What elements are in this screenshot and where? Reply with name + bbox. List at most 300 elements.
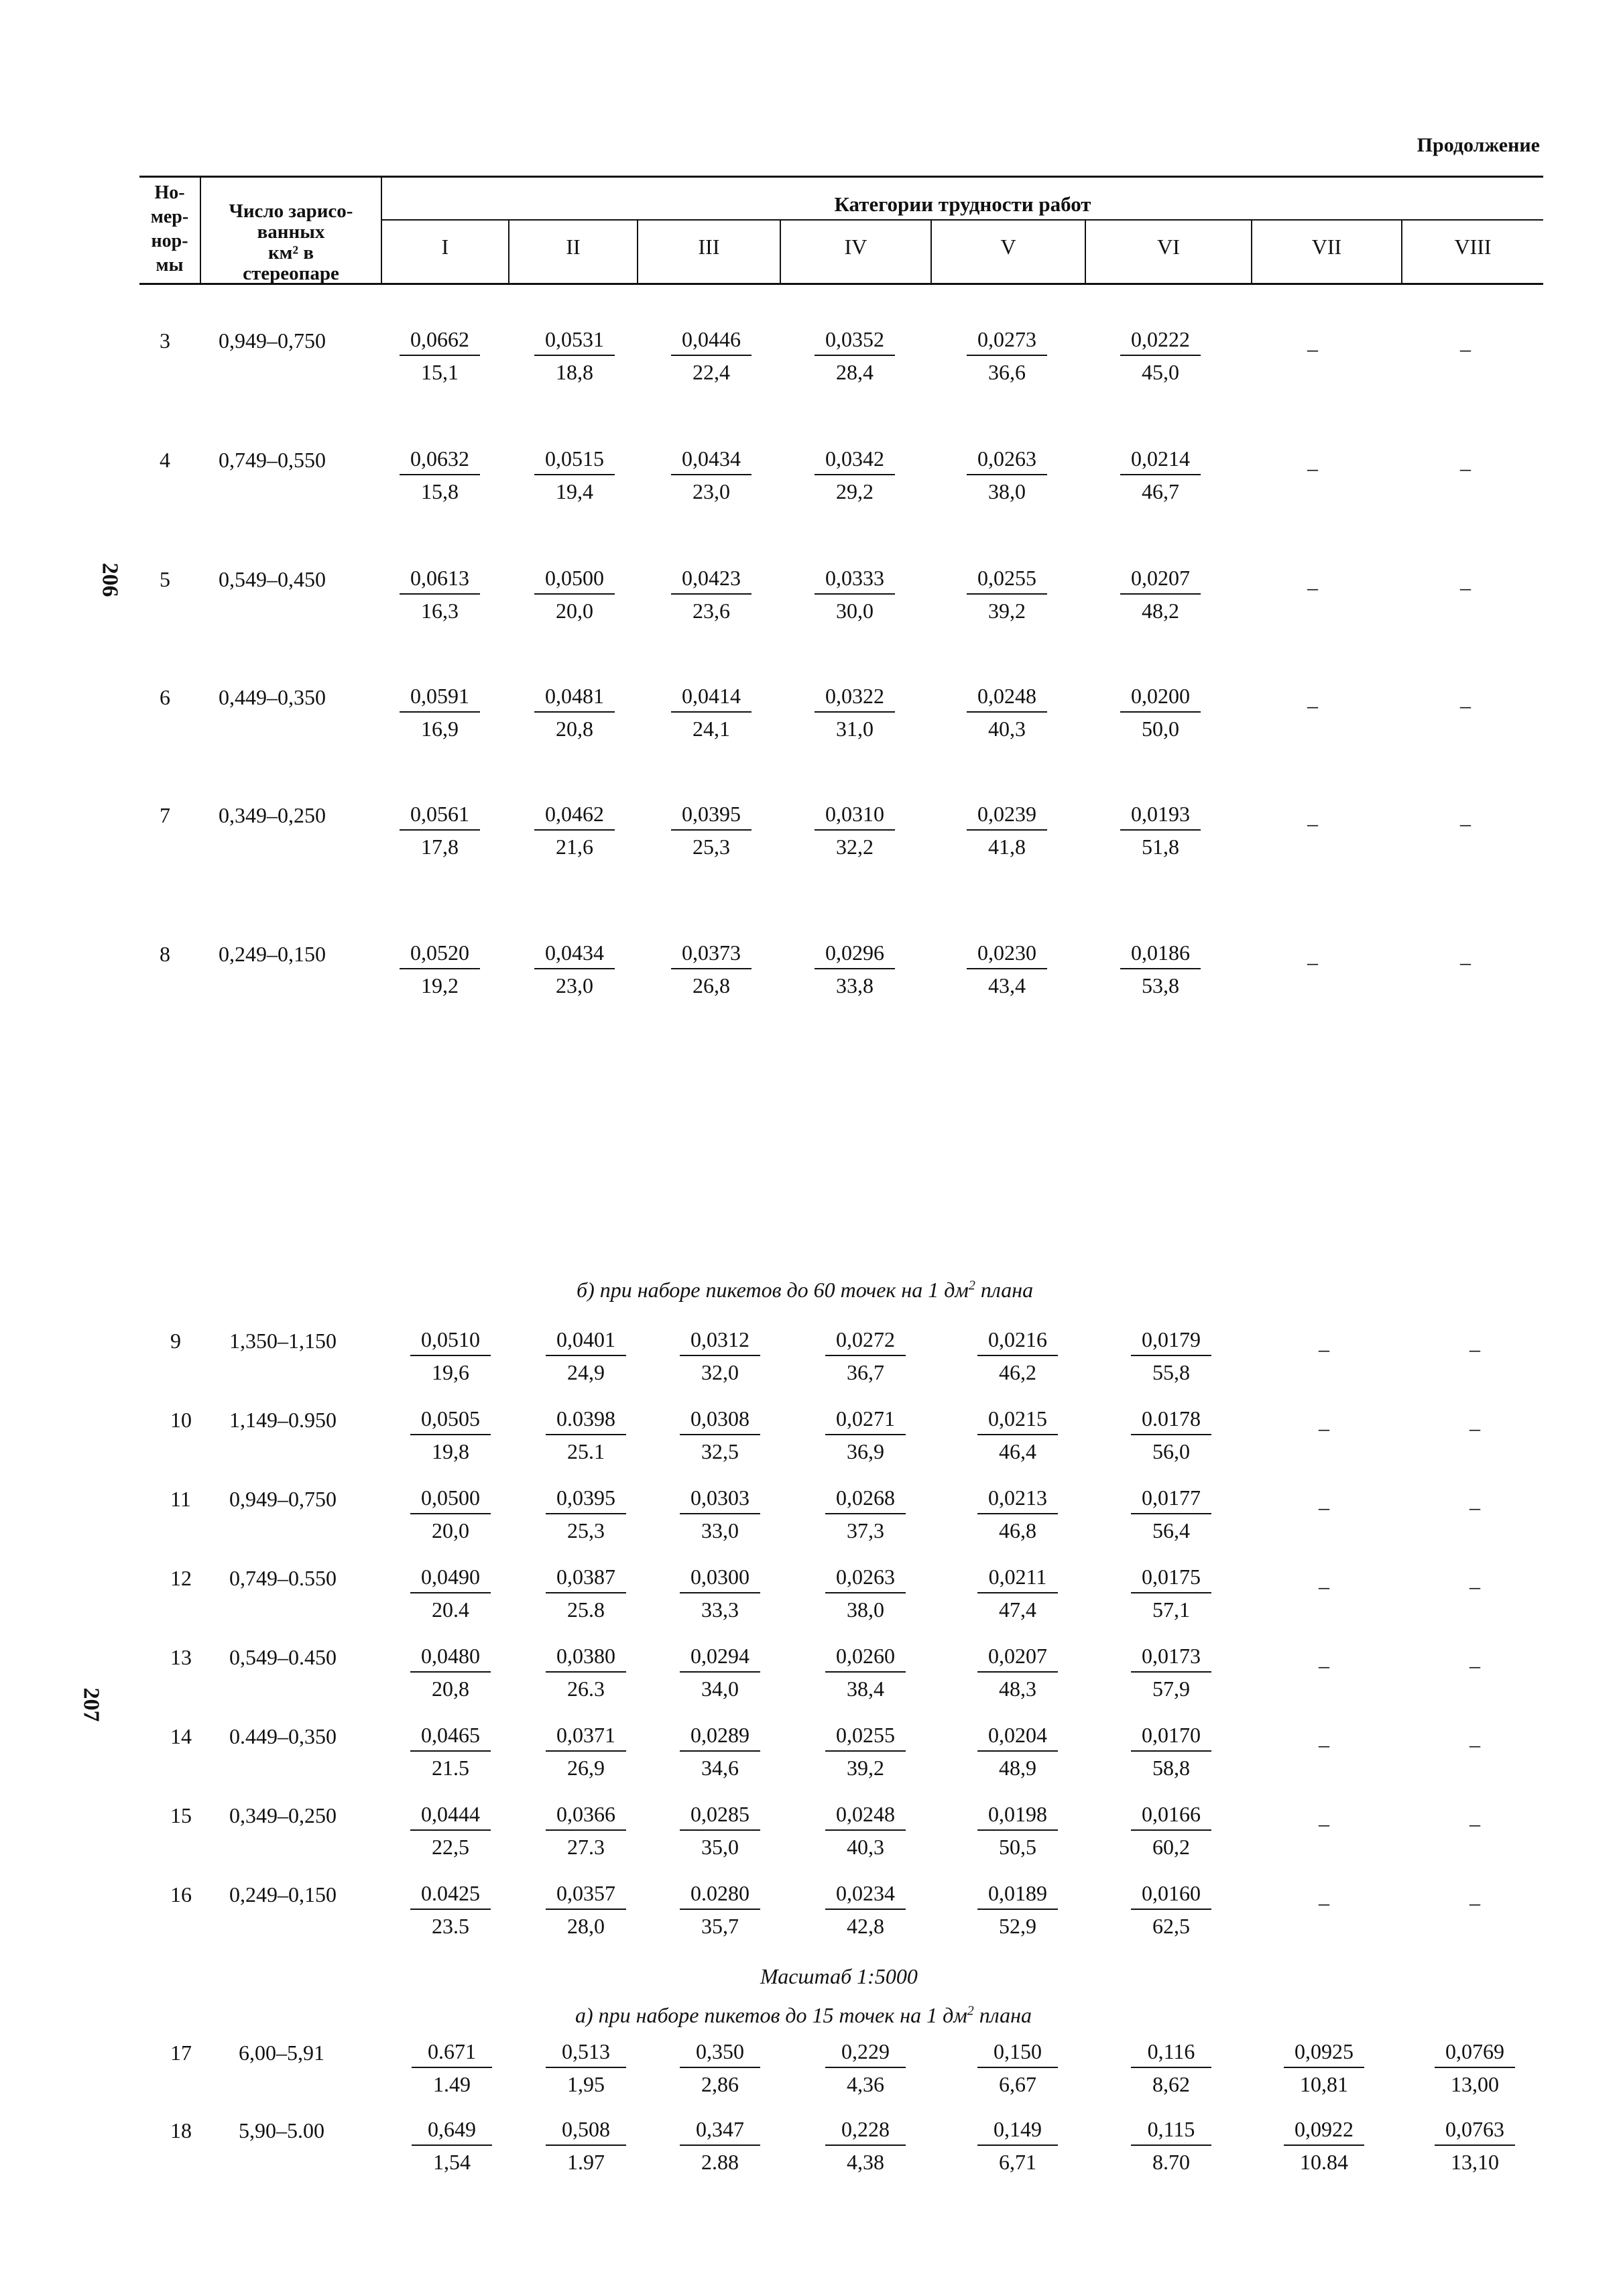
fraction-denominator: 34,6: [701, 1756, 739, 1780]
value-cell: [546, 2039, 626, 2097]
value-cell: [967, 941, 1047, 998]
fraction-denominator: 21,6: [556, 835, 593, 859]
fraction-denominator: 13,10: [1451, 2150, 1499, 2174]
norm-number: 4: [160, 448, 170, 472]
empty-cell-dash: –: [1319, 1811, 1329, 1835]
fraction-numerator: 0,0922: [1284, 2117, 1364, 2146]
fraction-numerator: 0,0401: [546, 1327, 626, 1356]
header-category-viii: VIII: [1454, 235, 1492, 259]
fraction-numerator: 0,0342: [815, 446, 895, 475]
fraction-denominator: 1,54: [433, 2150, 471, 2174]
fraction-numerator: 0,0303: [680, 1486, 760, 1514]
value-cell: [825, 2117, 906, 2175]
area-range: 0.449–0,350: [229, 1724, 337, 1748]
section-title-a: а) при наборе пикетов до 15 точек на 1 $дм^2$ плана: [575, 2003, 1032, 2027]
fraction-denominator: 57,9: [1152, 1677, 1190, 1701]
fraction-numerator: 0,0234: [825, 1881, 906, 1910]
fraction-numerator: 0,0204: [977, 1723, 1058, 1752]
fraction-denominator: 33,8: [836, 973, 874, 998]
fraction-numerator: 0,115: [1131, 2117, 1211, 2146]
fraction-numerator: 0,0255: [967, 566, 1047, 595]
fraction-numerator: 0,0248: [825, 1802, 906, 1831]
empty-cell-dash: –: [1307, 456, 1318, 480]
fraction-numerator: 0,0373: [671, 941, 752, 969]
fraction-denominator: 41,8: [988, 835, 1026, 859]
value-cell: [671, 941, 752, 998]
value-cell: [534, 684, 615, 741]
value-cell: [671, 327, 752, 385]
value-cell: [967, 802, 1047, 859]
fraction-numerator: 0,0273: [967, 327, 1047, 356]
area-range: 1,149–0.950: [229, 1408, 337, 1432]
fraction-denominator: 37,3: [847, 1518, 884, 1543]
value-cell: [680, 1565, 760, 1622]
fraction-numerator: 0,149: [977, 2117, 1058, 2146]
value-cell: [546, 1723, 626, 1780]
value-cell: [671, 566, 752, 623]
fraction-denominator: 52,9: [999, 1914, 1036, 1938]
fraction-denominator: 50,5: [999, 1835, 1036, 1859]
fraction-denominator: 26.3: [567, 1677, 605, 1701]
header-category-iv: IV: [844, 235, 867, 259]
fraction-denominator: 2.88: [701, 2150, 739, 2174]
fraction-numerator: 0,0272: [825, 1327, 906, 1356]
fraction-numerator: 0,0380: [546, 1644, 626, 1673]
value-cell: [1131, 2117, 1211, 2175]
value-cell: [1131, 1486, 1211, 1543]
value-cell: [1131, 1406, 1211, 1464]
norm-number: 6: [160, 685, 170, 709]
fraction-denominator: 28,4: [836, 360, 874, 384]
value-cell: [1131, 1723, 1211, 1780]
fraction-denominator: 6,71: [999, 2150, 1036, 2174]
fraction-denominator: 39,2: [847, 1756, 884, 1780]
fraction-numerator: 0,0500: [534, 566, 615, 595]
area-range: 1,350–1,150: [229, 1329, 337, 1353]
value-cell: [546, 1644, 626, 1701]
value-cell: [546, 1881, 626, 1939]
empty-cell-dash: –: [1460, 575, 1471, 599]
fraction-denominator: 55,8: [1152, 1360, 1190, 1384]
empty-cell-dash: –: [1307, 337, 1318, 361]
value-cell: [680, 1486, 760, 1543]
fraction-numerator: 0,0481: [534, 684, 615, 713]
fraction-numerator: 0,0462: [534, 802, 615, 831]
fraction-numerator: 0,0230: [967, 941, 1047, 969]
value-cell: [680, 1406, 760, 1464]
fraction-denominator: 20.4: [432, 1597, 469, 1622]
value-cell: [977, 1406, 1058, 1464]
fraction-denominator: 17,8: [421, 835, 459, 859]
value-cell: [1131, 1565, 1211, 1622]
fraction-denominator: 35,7: [701, 1914, 739, 1938]
fraction-numerator: 0,0446: [671, 327, 752, 356]
value-cell: [977, 2039, 1058, 2097]
header-area-count: Число зарисо- ванных км² в стереопаре: [229, 200, 353, 284]
empty-cell-dash: –: [1307, 811, 1318, 835]
value-cell: [400, 802, 480, 859]
fraction-numerator: 0,0213: [977, 1486, 1058, 1514]
fraction-denominator: 25.1: [567, 1439, 605, 1463]
fraction-denominator: 25.8: [567, 1597, 605, 1622]
fraction-denominator: 36,9: [847, 1439, 884, 1463]
norm-number: 17: [170, 2041, 192, 2065]
value-cell: [1120, 802, 1201, 859]
fraction-denominator: 36,6: [988, 360, 1026, 384]
value-cell: [546, 1486, 626, 1543]
value-cell: [967, 684, 1047, 741]
fraction-numerator: 0,0434: [671, 446, 752, 475]
empty-cell-dash: –: [1469, 1811, 1480, 1835]
fraction-denominator: 56,0: [1152, 1439, 1190, 1463]
fraction-denominator: 13,00: [1451, 2072, 1499, 2096]
value-cell: [825, 1486, 906, 1543]
fraction-numerator: 0,0263: [967, 446, 1047, 475]
fraction-numerator: 0,0239: [967, 802, 1047, 831]
norm-number: 9: [170, 1329, 181, 1353]
value-cell: [815, 684, 895, 741]
header-category-v: V: [1000, 235, 1016, 259]
fraction-numerator: 0,0465: [410, 1723, 491, 1752]
fraction-numerator: 0,0263: [825, 1565, 906, 1593]
fraction-numerator: 0,0310: [815, 802, 895, 831]
fraction-denominator: 20,8: [432, 1677, 469, 1701]
fraction-denominator: 28,0: [567, 1914, 605, 1938]
value-cell: [412, 2039, 492, 2097]
norm-number: 16: [170, 1882, 192, 1907]
norm-number: 3: [160, 328, 170, 353]
fraction-numerator: 0,0216: [977, 1327, 1058, 1356]
fraction-numerator: 0,0925: [1284, 2039, 1364, 2068]
fraction-numerator: 0,0308: [680, 1406, 760, 1435]
fraction-denominator: 19,2: [421, 973, 459, 998]
fraction-denominator: 8.70: [1152, 2150, 1190, 2174]
fraction-numerator: 0,0395: [671, 802, 752, 831]
fraction-denominator: 16,9: [421, 717, 459, 741]
fraction-denominator: 48,3: [999, 1677, 1036, 1701]
norm-number: 18: [170, 2118, 192, 2142]
norm-number: 7: [160, 803, 170, 827]
value-cell: [1120, 941, 1201, 998]
fraction-numerator: 0,0333: [815, 566, 895, 595]
value-cell: [680, 1644, 760, 1701]
fraction-denominator: 2,86: [701, 2072, 739, 2096]
value-cell: [671, 684, 752, 741]
empty-cell-dash: –: [1469, 1337, 1480, 1361]
fraction-numerator: 0,0613: [400, 566, 480, 595]
fraction-numerator: 0,0179: [1131, 1327, 1211, 1356]
fraction-numerator: 0,0322: [815, 684, 895, 713]
value-cell: [977, 1644, 1058, 1701]
value-cell: [671, 446, 752, 504]
fraction-denominator: 23,6: [693, 599, 730, 623]
fraction-denominator: 33,3: [701, 1597, 739, 1622]
fraction-denominator: 4,38: [847, 2150, 884, 2174]
header-categories-title: Категории трудности работ: [834, 192, 1091, 216]
fraction-denominator: 26,9: [567, 1756, 605, 1780]
empty-cell-dash: –: [1460, 337, 1471, 361]
value-cell: [815, 941, 895, 998]
page-number-top: 206: [97, 562, 123, 597]
fraction-denominator: 26,8: [693, 973, 730, 998]
fraction-denominator: 51,8: [1142, 835, 1179, 859]
value-cell: [1131, 1881, 1211, 1939]
value-cell: [825, 1881, 906, 1939]
value-cell: [825, 1802, 906, 1860]
fraction-denominator: 48,9: [999, 1756, 1036, 1780]
fraction-numerator: 0,0500: [410, 1486, 491, 1514]
header-category-vi: VI: [1157, 235, 1180, 259]
value-cell: [967, 566, 1047, 623]
fraction-numerator: 0,0434: [534, 941, 615, 969]
empty-cell-dash: –: [1319, 1574, 1329, 1598]
fraction-denominator: 21.5: [432, 1756, 469, 1780]
fraction-numerator: 0,0160: [1131, 1881, 1211, 1910]
fraction-denominator: 19,4: [556, 479, 593, 503]
fraction-denominator: 60,2: [1152, 1835, 1190, 1859]
area-range: 6,00–5,91: [239, 2041, 324, 2065]
fraction-numerator: 0,0662: [400, 327, 480, 356]
fraction-numerator: 0,513: [546, 2039, 626, 2068]
value-cell: [680, 2117, 760, 2175]
fraction-denominator: 19,8: [432, 1439, 469, 1463]
fraction-numerator: 0,0763: [1435, 2117, 1515, 2146]
area-range: 0,249–0,150: [219, 942, 326, 966]
fraction-denominator: 24,1: [693, 717, 730, 741]
fraction-denominator: 58,8: [1152, 1756, 1190, 1780]
fraction-denominator: 48,2: [1142, 599, 1179, 623]
fraction-denominator: 40,3: [988, 717, 1026, 741]
fraction-numerator: 0,0214: [1120, 446, 1201, 475]
value-cell: [546, 1802, 626, 1860]
section-title-b: б) при наборе пикетов до 60 точек на 1 $дм^2$ плана: [577, 1278, 1034, 1302]
empty-cell-dash: –: [1307, 950, 1318, 974]
fraction-denominator: 33,0: [701, 1518, 739, 1543]
fraction-numerator: 0,0561: [400, 802, 480, 831]
value-cell: [825, 1565, 906, 1622]
fraction-denominator: 22,5: [432, 1835, 469, 1859]
value-cell: [1131, 1644, 1211, 1701]
fraction-numerator: 0,0268: [825, 1486, 906, 1514]
fraction-denominator: 20,0: [432, 1518, 469, 1543]
value-cell: [410, 1802, 491, 1860]
fraction-numerator: 0,0371: [546, 1723, 626, 1752]
value-cell: [534, 802, 615, 859]
fraction-numerator: 0,649: [412, 2117, 492, 2146]
value-cell: [534, 566, 615, 623]
fraction-denominator: 20,8: [556, 717, 593, 741]
value-cell: [1120, 327, 1201, 385]
fraction-numerator: 0,0215: [977, 1406, 1058, 1435]
fraction-numerator: 0.0178: [1131, 1406, 1211, 1435]
fraction-denominator: 32,2: [836, 835, 874, 859]
fraction-numerator: 0,116: [1131, 2039, 1211, 2068]
fraction-numerator: 0,0296: [815, 941, 895, 969]
value-cell: [400, 446, 480, 504]
value-cell: [977, 1802, 1058, 1860]
value-cell: [1131, 1327, 1211, 1385]
fraction-numerator: 0,0166: [1131, 1802, 1211, 1831]
value-cell: [410, 1644, 491, 1701]
value-cell: [410, 1723, 491, 1780]
fraction-numerator: 0,0222: [1120, 327, 1201, 356]
value-cell: [977, 2117, 1058, 2175]
fraction-denominator: 32,5: [701, 1439, 739, 1463]
fraction-numerator: 0,0352: [815, 327, 895, 356]
value-cell: [1120, 446, 1201, 504]
norm-number: 14: [170, 1724, 192, 1748]
value-cell: [967, 446, 1047, 504]
value-cell: [967, 327, 1047, 385]
value-cell: [825, 1723, 906, 1780]
norm-number: 12: [170, 1566, 192, 1590]
fraction-denominator: 46,8: [999, 1518, 1036, 1543]
fraction-numerator: 0,0769: [1435, 2039, 1515, 2068]
fraction-numerator: 0.0425: [410, 1881, 491, 1910]
empty-cell-dash: –: [1469, 1574, 1480, 1598]
fraction-numerator: 0,0207: [1120, 566, 1201, 595]
norm-number: 10: [170, 1408, 192, 1432]
header-category-ii: II: [566, 235, 581, 259]
fraction-numerator: 0,347: [680, 2117, 760, 2146]
value-cell: [977, 1881, 1058, 1939]
fraction-denominator: 38,0: [847, 1597, 884, 1622]
area-range: 5,90–5.00: [239, 2118, 324, 2142]
fraction-denominator: 46,7: [1142, 479, 1179, 503]
value-cell: [815, 566, 895, 623]
value-cell: [1284, 2117, 1364, 2175]
fraction-numerator: 0,0531: [534, 327, 615, 356]
fraction-numerator: 0,0294: [680, 1644, 760, 1673]
value-cell: [825, 2039, 906, 2097]
empty-cell-dash: –: [1319, 1416, 1329, 1440]
empty-cell-dash: –: [1319, 1732, 1329, 1756]
value-cell: [412, 2117, 492, 2175]
fraction-denominator: 25,3: [693, 835, 730, 859]
fraction-denominator: 15,1: [421, 360, 459, 384]
empty-cell-dash: –: [1319, 1337, 1329, 1361]
page-number-bottom: 207: [78, 1687, 104, 1722]
fraction-numerator: 0,0300: [680, 1565, 760, 1593]
fraction-denominator: 36,7: [847, 1360, 884, 1384]
fraction-denominator: 27.3: [567, 1835, 605, 1859]
fraction-denominator: 39,2: [988, 599, 1026, 623]
fraction-numerator: 0,0387: [546, 1565, 626, 1593]
empty-cell-dash: –: [1469, 1495, 1480, 1519]
fraction-numerator: 0,0510: [410, 1327, 491, 1356]
value-cell: [1131, 1802, 1211, 1860]
fraction-numerator: 0,0186: [1120, 941, 1201, 969]
fraction-denominator: 38,0: [988, 479, 1026, 503]
fraction-denominator: 32,0: [701, 1360, 739, 1384]
value-cell: [977, 1723, 1058, 1780]
fraction-numerator: 0,0520: [400, 941, 480, 969]
fraction-numerator: 0,0423: [671, 566, 752, 595]
value-cell: [825, 1644, 906, 1701]
header-category-i: I: [441, 235, 449, 259]
fraction-numerator: 0,0312: [680, 1327, 760, 1356]
fraction-denominator: 1.49: [433, 2072, 471, 2096]
fraction-denominator: 8,62: [1152, 2072, 1190, 2096]
value-cell: [1435, 2039, 1515, 2097]
value-cell: [400, 566, 480, 623]
fraction-numerator: 0,508: [546, 2117, 626, 2146]
fraction-numerator: 0.0398: [546, 1406, 626, 1435]
value-cell: [400, 327, 480, 385]
value-cell: [400, 684, 480, 741]
fraction-numerator: 0,0591: [400, 684, 480, 713]
empty-cell-dash: –: [1319, 1890, 1329, 1915]
empty-cell-dash: –: [1469, 1653, 1480, 1677]
fraction-numerator: 0,0175: [1131, 1565, 1211, 1593]
area-range: 0,349–0,250: [219, 803, 326, 827]
empty-cell-dash: –: [1307, 693, 1318, 717]
fraction-numerator: 0,0207: [977, 1644, 1058, 1673]
value-cell: [410, 1565, 491, 1622]
fraction-numerator: 0,0414: [671, 684, 752, 713]
fraction-numerator: 0,0211: [977, 1565, 1058, 1593]
fraction-numerator: 0,0480: [410, 1644, 491, 1673]
fraction-denominator: 46,2: [999, 1360, 1036, 1384]
value-cell: [680, 1881, 760, 1939]
fraction-denominator: 45,0: [1142, 360, 1179, 384]
fraction-numerator: 0,0505: [410, 1406, 491, 1435]
fraction-denominator: 47,4: [999, 1597, 1036, 1622]
fraction-denominator: 25,3: [567, 1518, 605, 1543]
fraction-numerator: 0,0200: [1120, 684, 1201, 713]
fraction-numerator: 0,0285: [680, 1802, 760, 1831]
value-cell: [410, 1486, 491, 1543]
value-cell: [815, 802, 895, 859]
empty-cell-dash: –: [1469, 1732, 1480, 1756]
value-cell: [825, 1406, 906, 1464]
value-cell: [534, 327, 615, 385]
area-range: 0,749–0.550: [229, 1566, 337, 1590]
fraction-numerator: 0,228: [825, 2117, 906, 2146]
value-cell: [1131, 2039, 1211, 2097]
empty-cell-dash: –: [1460, 950, 1471, 974]
fraction-numerator: 0,0193: [1120, 802, 1201, 831]
header-norm-number: Но- мер- нор- мы: [150, 182, 189, 276]
fraction-numerator: 0,0177: [1131, 1486, 1211, 1514]
value-cell: [977, 1486, 1058, 1543]
norm-number: 15: [170, 1803, 192, 1827]
fraction-denominator: 35,0: [701, 1835, 739, 1859]
value-cell: [1120, 684, 1201, 741]
value-cell: [815, 446, 895, 504]
fraction-denominator: 4,36: [847, 2072, 884, 2096]
value-cell: [410, 1406, 491, 1464]
fraction-numerator: 0,0490: [410, 1565, 491, 1593]
fraction-denominator: 30,0: [836, 599, 874, 623]
fraction-numerator: 0,0632: [400, 446, 480, 475]
fraction-numerator: 0.671: [412, 2039, 492, 2068]
fraction-denominator: 19,6: [432, 1360, 469, 1384]
empty-cell-dash: –: [1307, 575, 1318, 599]
area-range: 0,449–0,350: [219, 685, 326, 709]
section-title-scale: Масштаб 1:5000: [760, 1964, 918, 1988]
value-cell: [534, 941, 615, 998]
fraction-numerator: 0,0395: [546, 1486, 626, 1514]
fraction-denominator: 34,0: [701, 1677, 739, 1701]
fraction-denominator: 10,81: [1300, 2072, 1348, 2096]
continuation-label: Продолжение: [1417, 134, 1540, 156]
fraction-denominator: 20,0: [556, 599, 593, 623]
fraction-denominator: 46,4: [999, 1439, 1036, 1463]
fraction-numerator: 0,0260: [825, 1644, 906, 1673]
fraction-numerator: 0.0280: [680, 1881, 760, 1910]
fraction-denominator: 22,4: [693, 360, 730, 384]
